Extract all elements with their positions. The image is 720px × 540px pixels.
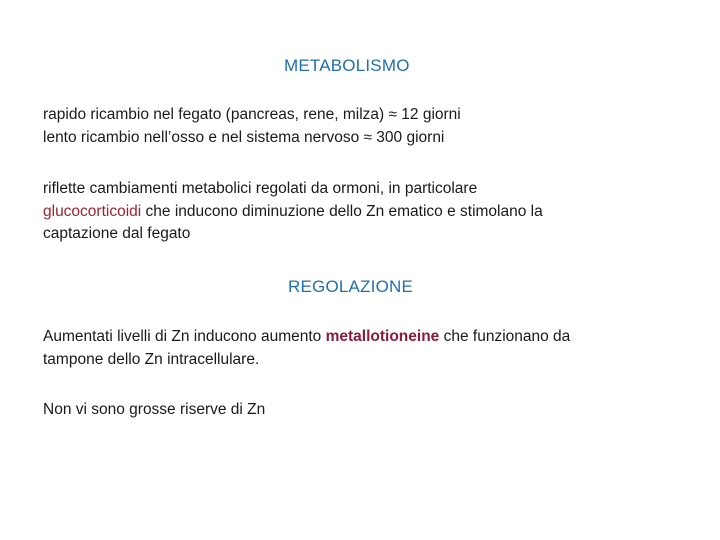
text-line-lento: lento ricambio nell’osso e nel sistema nervoso ≈ 300 giorni: [43, 128, 445, 146]
text-line-aumentati: [43, 326, 703, 349]
text-funzionano: che funzionano da: [439, 328, 571, 345]
highlight-metallotioneine: metallotioneine: [325, 328, 440, 345]
paragraph-ricambio: [43, 104, 703, 149]
paragraph-ormoni: [43, 178, 703, 246]
text-inducono: che inducono diminuzione dello Zn ematico e stimolano la: [141, 202, 543, 220]
text-line-tampone: tampone dello Zn intracellulare.: [43, 350, 260, 368]
text-line-glucocorticoidi: [43, 201, 703, 224]
heading-regolazione: REGOLAZIONE: [288, 277, 414, 296]
highlight-glucocorticoidi: glucocorticoidi: [43, 202, 142, 220]
text-line-riserve: Non vi sono grosse riserve di Zn: [43, 401, 266, 418]
paragraph-metallotioneine: [43, 326, 703, 371]
paragraph-riserve: [43, 399, 703, 422]
text-line-riflette: riflette cambiamenti metabolici regolati da ormoni, in particolare: [43, 180, 478, 197]
text-aumentati: Aumentati livelli di Zn inducono aumento: [43, 328, 326, 345]
text-line-captazione: captazione dal fegato: [43, 225, 191, 242]
text-line-rapido: rapido ricambio nel fegato (pancreas, rene, milza) ≈ 12 giorni: [43, 106, 461, 123]
heading-metabolismo: METABOLISMO: [284, 56, 410, 75]
